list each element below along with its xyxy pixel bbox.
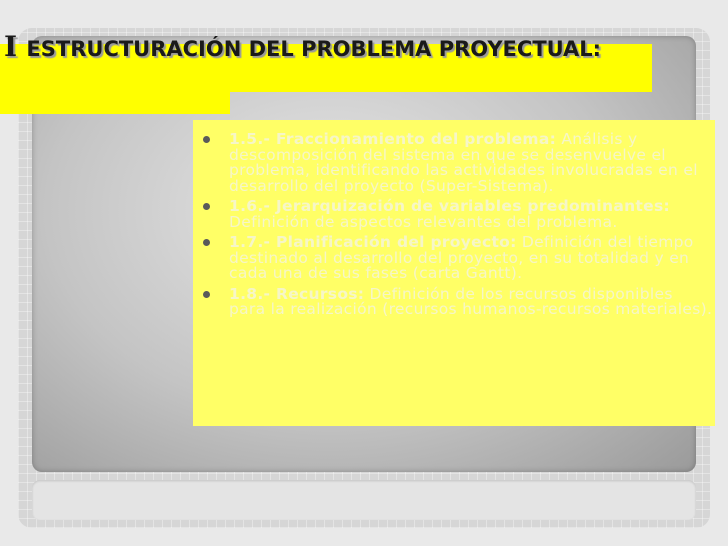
bullet-dot-icon [203,203,210,210]
bullet-dot-icon [203,291,210,298]
bullet-item [193,199,713,230]
bottom-strip [32,480,696,520]
bullet-item [193,235,713,282]
bullet-list [193,132,713,323]
bullet-body: Definición de los recursos disponibles para la realización (recursos humanos-recursos materiales). [229,284,713,318]
title-text: ESTRUCTURACIÓN DEL PROBLEMA PROYECTUAL: [26,37,602,61]
bullet-body: Análisis y descomposición del sistema en que se desenvuelve el problema, identificando las actividades involucradas en el desarrollo del proyecto (Super-Sistema). [229,130,698,195]
bullet-body: Definición de aspectos relevantes del problema. [229,212,618,231]
slide-title [4,30,644,63]
bullet-heading: 1.7.- Planificación del proyecto: [229,233,517,251]
title-highlight-second-line [0,88,230,114]
content-box [193,120,715,426]
bullet-item [193,284,713,318]
bullet-heading: 1.8.- Recursos: [229,284,365,303]
bullet-body: Definición del tiempo destinado al desarrollo del proyecto, en su totalidad y en cada una de sus fases (carta Gantt). [229,233,694,282]
bullet-dot-icon [203,136,210,143]
bullet-heading: 1.6.- Jerarquización de variables predominantes: [229,197,670,215]
bullet-dot-icon [203,239,210,246]
title-numeral: I [4,30,18,63]
bullet-heading: 1.5.- Fraccionamiento del problema: [229,130,557,148]
bullet-item [193,132,713,194]
